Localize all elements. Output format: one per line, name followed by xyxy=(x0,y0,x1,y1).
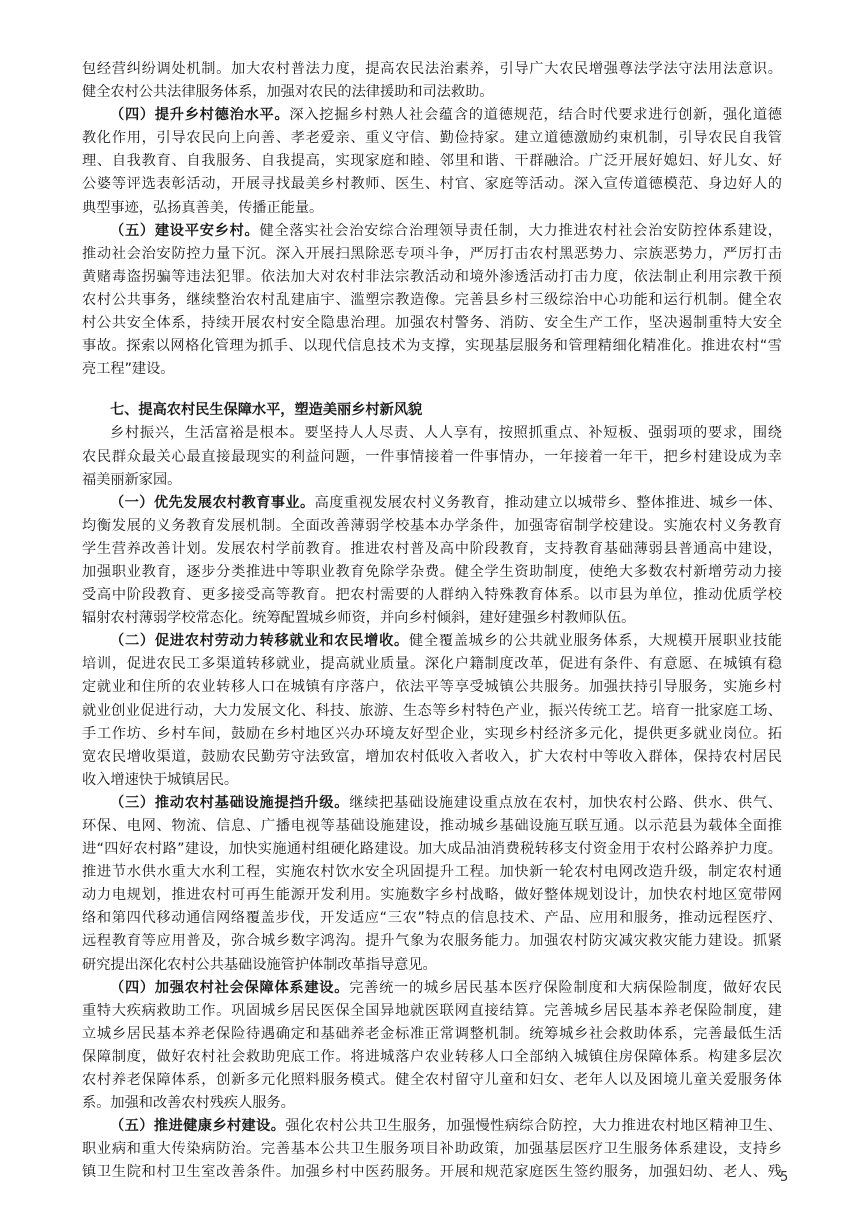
text-line: （四）提升乡村德治水平。深入挖掘乡村熟人社会蕴含的道德规范，结合时代要求进行创新，强化道德 xyxy=(110,107,782,124)
text-line: （五）推进健康乡村建设。强化农村公共卫生服务，加强慢性病综合防控，大力推进农村地区精神卫生、 xyxy=(110,1118,782,1135)
text-line: 进“四好农村路”建设，加快实施通村组硬化路建设。加大成品油消费税转移支付资金用于农村公路养护力度。 xyxy=(82,841,782,858)
text-line: 立城乡居民基本养老保险待遇确定和基础养老金标准正常调整机制。统筹城乡社会救助体系，完善最低生活 xyxy=(82,1025,782,1042)
text-line: 农村公共事务，继续整治农村乱建庙宇、滥塑宗教造像。完善县乡村三级综治中心功能和运行机制。健全农 xyxy=(82,291,782,308)
text-line: （三）推动农村基础设施提挡升级。继续把基础设施建设重点放在农村，加快农村公路、供水、供气、 xyxy=(110,794,782,811)
paragraph-safe-villages xyxy=(82,220,782,382)
text-line: 职业病和重大传染病防治。完善基本公共卫生服务项目补助政策，加强基层医疗卫生服务体系建设，支持乡 xyxy=(82,1141,782,1158)
text-line: （四）加强农村社会保障体系建设。完善统一的城乡居民基本医疗保险制度和大病保险制度，做好农民 xyxy=(110,979,782,996)
document-body xyxy=(82,58,782,1185)
text-line: 公婆等评选表彰活动，开展寻找最美乡村教师、医生、村官、家庭等活动。深入宣传道德模范、身边好人的 xyxy=(82,176,782,193)
text-line: 络和第四代移动通信网络覆盖步伐，开发适应“三农”特点的信息技术、产品、应用和服务，推动远程医疗、 xyxy=(82,910,782,927)
text-line: 环保、电网、物流、信息、广播电视等基础设施建设，推动城乡基础设施互联互通。以示范县为载体全面推 xyxy=(82,818,782,834)
text-line: 镇卫生院和村卫生室改善条件。加强乡村中医药服务。开展和规范家庭医生签约服务，加强妇幼、老人、残 xyxy=(82,1164,782,1181)
text-line: 推动社会治安防控力量下沉。深入开展扫黑除恶专项斗争，严厉打击农村黑恶势力、宗族恶势力，严厉打击 xyxy=(82,245,782,262)
item-heading: （三）推动农村基础设施提挡升级。 xyxy=(110,794,350,811)
text-line: 重特大疾病救助工作。巩固城乡居民医保全国异地就医联网直接结算。完善城乡居民基本养老保险制度，建 xyxy=(82,1002,782,1019)
text-line: 系。加强和改善农村残疾人服务。 xyxy=(82,1095,295,1112)
text-line: 研究提出深化农村公共基础设施管护体制改革指导意见。 xyxy=(82,956,437,973)
paragraph-intro xyxy=(82,422,782,491)
text-line: 受高中阶段教育、更多接受高等教育。把农村需要的人群纳入特殊教育体系。以市县为单位，推动优质学校 xyxy=(82,587,782,604)
text-line: 均衡发展的义务教育发展机制。全面改善薄弱学校基本办学条件，加强寄宿制学校建设。实施农村义务教育 xyxy=(82,517,782,534)
paragraph-rural-education xyxy=(82,492,782,631)
text-line: 培训，促进农民工多渠道转移就业，提高就业质量。深化户籍制度改革，促进有条件、有意愿、在城镇有稳 xyxy=(82,656,782,673)
text-line: 村公共安全体系，持续开展农村安全隐患治理。加强农村警务、消防、安全生产工作，坚决遏制重特大安全 xyxy=(82,315,782,332)
text-line: 黄赌毒盗拐骗等违法犯罪。依法加大对农村非法宗教活动和境外渗透活动打击力度，依法制止利用宗教干预 xyxy=(82,268,782,285)
text-line: 保障制度，做好农村社会救助兜底工作。将进城落户农业转移人口全部纳入城镇住房保障体系。构建多层次 xyxy=(82,1048,782,1065)
item-heading: （五）推进健康乡村建设。 xyxy=(110,1118,286,1135)
section-heading: 七、提高农村民生保障水平，塑造美丽乡村新风貌 xyxy=(110,402,423,419)
text-line: 包经营纠纷调处机制。加大农村普法力度，提高农民法治素养，引导广大农民增强尊法学法守法用法意识。 xyxy=(82,61,782,77)
text-line: 动力电规划，推进农村可再生能源开发利用。实施数字乡村战略，做好整体规划设计，加快农村地区宽带网 xyxy=(82,887,782,904)
paragraph-rural-morality xyxy=(82,104,782,219)
paragraph-employment xyxy=(82,630,782,792)
item-heading: （四）加强农村社会保障体系建设。 xyxy=(110,979,350,996)
item-heading: （五）建设平安乡村。 xyxy=(110,222,260,239)
paragraph-legal-services xyxy=(82,58,782,104)
text-line: 就业创业促进行动，大力发展文化、科技、旅游、生态等乡村特色产业，振兴传统工艺。培育一批家庭工场、 xyxy=(82,702,782,719)
text-line: 定就业和住所的农业转移人口在城镇有序落户，依法平等享受城镇公共服务。加强扶持引导服务，实施乡村 xyxy=(82,679,782,696)
text-line: 农民群众最关心最直接最现实的利益问题，一件事情接着一件事情办，一年接着一年干，把乡村建设成为幸 xyxy=(82,448,782,465)
text-line: 学生营养改善计划。发展农村学前教育。推进农村普及高中阶段教育，支持教育基础薄弱县普通高中建设， xyxy=(82,540,782,557)
text-line: 典型事迹，弘扬真善美，传播正能量。 xyxy=(82,199,324,216)
text-line: 福美丽新家园。 xyxy=(82,471,182,488)
text-line: 乡村振兴，生活富裕是根本。要坚持人人尽责、人人享有，按照抓重点、补短板、强弱项的要求，围绕 xyxy=(110,425,782,442)
text-line: 宽农民增收渠道，鼓励农民勤劳守法致富，增加农村低收入者收入，扩大农村中等收入群体，保持农村居民 xyxy=(82,748,782,765)
paragraph-healthy-villages xyxy=(82,1115,782,1184)
paragraph-social-security xyxy=(82,977,782,1116)
section-spacer xyxy=(82,381,782,399)
text-line: 教化作用，引导农民向上向善、孝老爱亲、重义守信、勤俭持家。建立道德激励约束机制，引导农民自我管 xyxy=(82,130,782,147)
item-heading: （一）优先发展农村教育事业。 xyxy=(110,494,315,511)
text-line: 农村养老保障体系，创新多元化照料服务模式。健全农村留守儿童和妇女、老年人以及困境儿童关爱服务体 xyxy=(82,1072,782,1089)
text-line: 辐射农村薄弱学校常态化。统筹配置城乡师资，并向乡村倾斜，建好建强乡村教师队伍。 xyxy=(82,610,636,627)
text-line: （二）促进农村劳动力转移就业和农民增收。健全覆盖城乡的公共就业服务体系，大规模开展职业技能 xyxy=(110,633,782,650)
text-line: 事故。探索以网格化管理为抓手、以现代信息技术为支撑，实现基层服务和管理精细化精准化。推进农村“雪 xyxy=(82,338,782,355)
text-line: 健全农村公共法律服务体系，加强对农民的法律援助和司法救助。 xyxy=(82,84,494,101)
text-line: 远程教育等应用普及，弥合城乡数字鸿沟。提升气象为农服务能力。加强农村防灾减灾救灾能力建设。抓紧 xyxy=(82,933,782,950)
text-line: （五）建设平安乡村。健全落实社会治安综合治理领导责任制，大力推进农村社会治安防控体系建设， xyxy=(110,222,782,239)
text-line: 手工作坊、乡村车间，鼓励在乡村地区兴办环境友好型企业，实现乡村经济多元化，提供更多就业岗位。拓 xyxy=(82,725,782,742)
paragraph-infrastructure xyxy=(82,792,782,977)
item-heading: （二）促进农村劳动力转移就业和农民增收。 xyxy=(110,633,409,650)
item-heading: （四）提升乡村德治水平。 xyxy=(110,107,290,124)
text-line: 加强职业教育，逐步分类推进中等职业教育免除学杂费。健全学生资助制度，使绝大多数农村新增劳动力接 xyxy=(82,563,782,580)
text-line: 推进节水供水重大水利工程，实施农村饮水安全巩固提升工程。加快新一轮农村电网改造升级，制定农村通 xyxy=(82,864,782,881)
page-number: 5 xyxy=(780,1170,789,1185)
text-line: 收入增速快于城镇居民。 xyxy=(82,771,239,788)
text-line: （一）优先发展农村教育事业。高度重视发展农村义务教育，推动建立以城带乡、整体推进、城乡一体、 xyxy=(110,494,782,511)
text-line: 理、自我教育、自我服务、自我提高，实现家庭和睦、邻里和谐、干群融洽。广泛开展好媳妇、好儿女、好 xyxy=(82,153,782,170)
text-line: 亮工程”建设。 xyxy=(82,361,175,378)
